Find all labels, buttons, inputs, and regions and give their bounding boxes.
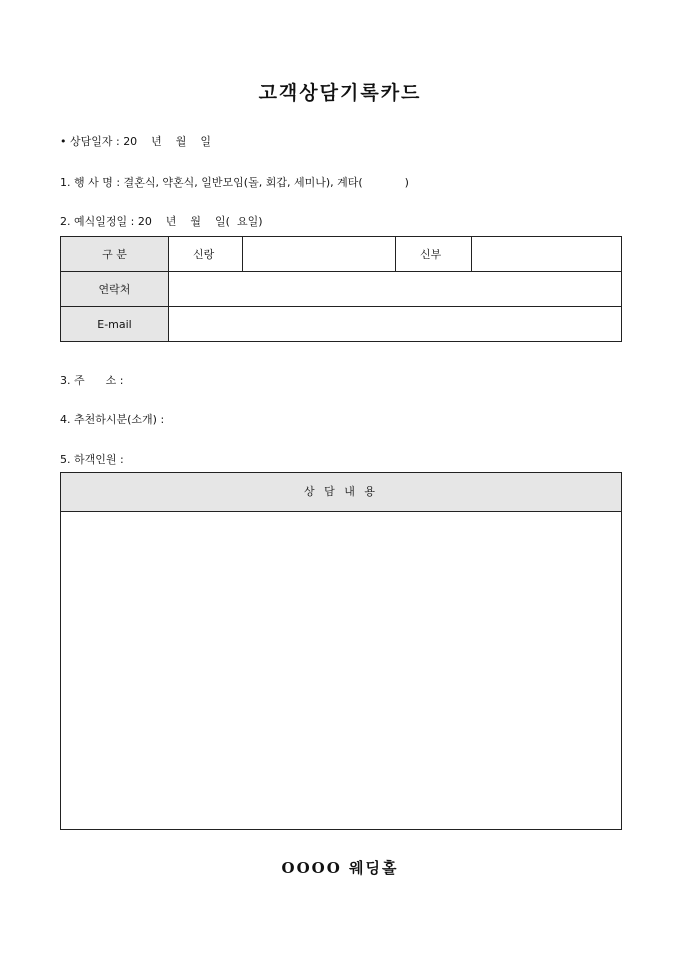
table-row: [61, 272, 622, 307]
groom-value-cell[interactable]: [243, 237, 396, 272]
customer-info-table: [60, 236, 622, 342]
consultation-notes-box: [60, 472, 622, 830]
category-header-cell: 구 분: [61, 237, 169, 272]
guest-count-line: 5. 하객인원 :: [60, 453, 124, 466]
consultation-notes-area[interactable]: [61, 512, 621, 829]
bride-label-cell: 신부: [396, 237, 472, 272]
event-name-line: 1. 행 사 명 : 결혼식, 약혼식, 일반모임(돌, 회갑, 세미나), 계타( ): [60, 176, 409, 189]
address-line: 3. 주 소 :: [60, 374, 124, 387]
email-value-cell[interactable]: [169, 307, 622, 342]
hall-name-footer: OOOO 웨딩홀: [281, 859, 399, 877]
table-row: [61, 307, 622, 342]
table-row: [61, 237, 622, 272]
consult-date-line: • 상담일자 : 20 년 월 일: [60, 135, 212, 148]
bride-value-cell[interactable]: [472, 237, 622, 272]
contact-value-cell[interactable]: [169, 272, 622, 307]
page-title: 고객상담기록카드: [258, 82, 422, 104]
email-label-cell: E-mail: [61, 307, 169, 342]
contact-label-cell: 연락처: [61, 272, 169, 307]
groom-label-cell: 신랑: [169, 237, 243, 272]
consultation-notes-header: 상 담 내 용: [61, 473, 621, 512]
referrer-line: 4. 추천하시분(소개) :: [60, 413, 165, 426]
wedding-date-line: 2. 예식일정일 : 20 년 월 일( 요일): [60, 215, 263, 228]
